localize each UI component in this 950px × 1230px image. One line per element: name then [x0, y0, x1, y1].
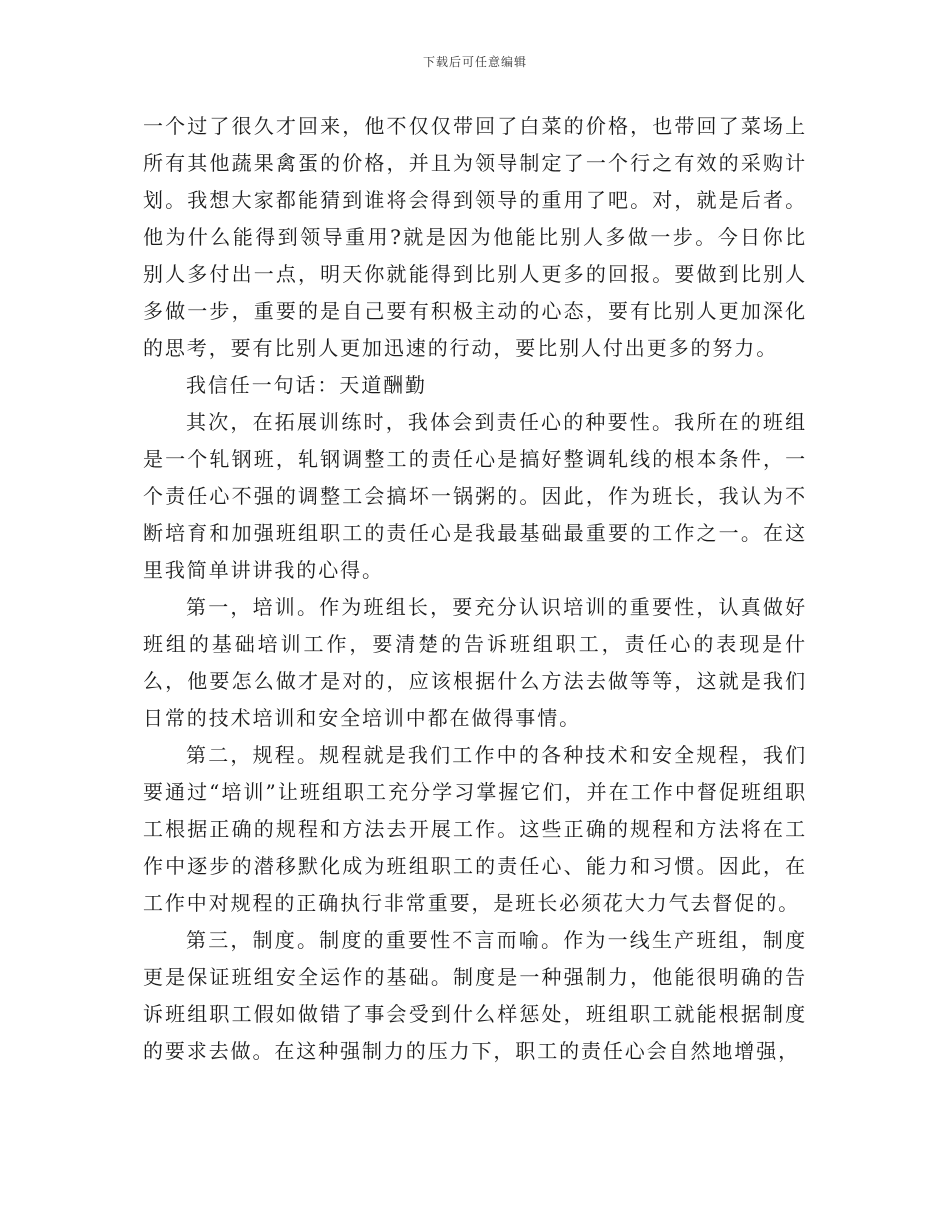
paragraph-continuation: 一个过了很久才回来，他不仅仅带回了白菜的价格，也带回了菜场上所有其他蔬果禽蛋的价格，并且为领导制定了一个行之有效的采购计划。我想大家都能猜到谁将会得到领导的重用了吧。对，就是后者。他为什么能得到领导重用?就是因为他能比别人多做一步。今日你比别人多付出一点，明天你就能得到比别人更多的回报。要做到比别人多做一步，重要的是自己要有积极主动的心态，要有比别人更加深化的思考，要有比别人更加迅速的行动，要比别人付出更多的努力。 [143, 114, 807, 360]
paragraph-responsibility: 其次，在拓展训练时，我体会到责任心的种要性。我所在的班组是一个轧钢班，轧钢调整工的责任心是搞好整调轧线的根本条件，一个责任心不强的调整工会搞坏一锅粥的。因此，作为班长，我认为不断培育和加强班组职工的责任心是我最基础最重要的工作之一。在这里我简单讲讲我的心得。 [143, 410, 807, 582]
document-body [143, 108, 807, 1070]
paragraph-point-system: 第三，制度。制度的重要性不言而喻。作为一线生产班组，制度更是保证班组安全运作的基础。制度是一种强制力，他能很明确的告诉班组职工假如做错了事会受到什么样惩处，班组职工就能根据制度的要求去做。在这种强制力的压力下，职工的责任心会自然地增强， [143, 928, 807, 1063]
paragraph-point-training: 第一，培训。作为班组长，要充分认识培训的重要性，认真做好班组的基础培训工作，要清楚的告诉班组职工，责任心的表现是什么，他要怎么做才是对的，应该根据什么方法去做等等，这就是我们日常的技术培训和安全培训中都在做得事情。 [143, 595, 807, 730]
paragraph-quote-line: 我信任一句话：天道酬勤 [186, 373, 427, 397]
page-header: 下载后可任意编辑 [422, 55, 527, 69]
paragraph-point-regulations: 第二，规程。规程就是我们工作中的各种技术和安全规程，我们要通过“培训”让班组职工充分学习掌握它们，并在工作中督促班组职工根据正确的规程和方法去开展工作。这些正确的规程和方法将在工作中逐步的潜移默化成为班组职工的责任心、能力和习惯。因此，在工作中对规程的正确执行非常重要，是班长必须花大力气去督促的。 [143, 743, 807, 915]
